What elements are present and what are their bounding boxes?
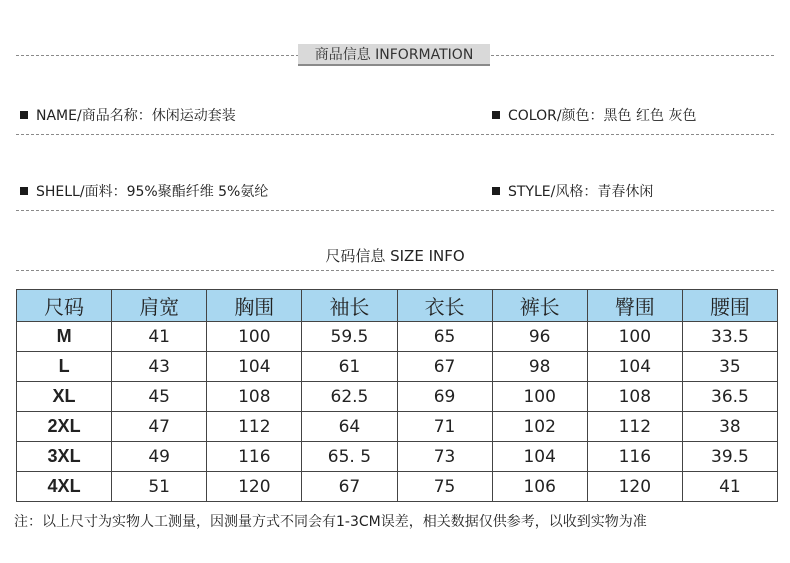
pants-length-cell: 106: [492, 472, 587, 502]
hip-cell: 112: [587, 412, 682, 442]
color-attribute: [492, 106, 696, 126]
bullet-square-icon: [20, 187, 28, 195]
pants-length-cell: 100: [492, 382, 587, 412]
style-attribute-text: STYLE/风格：青春休闲: [508, 184, 654, 200]
column-header-hip: 臀围: [587, 290, 682, 322]
top-length-cell: 67: [397, 352, 492, 382]
chest-cell: 112: [207, 412, 302, 442]
size-cell: XL: [17, 382, 112, 412]
hip-cell: 104: [587, 352, 682, 382]
column-header-size: 尺码: [17, 290, 112, 322]
shoulder-cell: 49: [112, 442, 207, 472]
column-header-chest: 胸围: [207, 290, 302, 322]
measurement-note: 注：以上尺寸为实物人工测量，因测量方式不同会有1-3CM误差，相关数据仅供参考，以收到实物为准: [14, 514, 647, 530]
table-row: [17, 412, 778, 442]
table-row: [17, 322, 778, 352]
attribute-divider-2: [16, 210, 774, 211]
sleeve-cell: 59.5: [302, 322, 397, 352]
top-length-cell: 69: [397, 382, 492, 412]
hip-cell: 108: [587, 382, 682, 412]
table-row: [17, 352, 778, 382]
size-cell: L: [17, 352, 112, 382]
waist-cell: 35: [682, 352, 777, 382]
shoulder-cell: 47: [112, 412, 207, 442]
size-table-header-row: [17, 290, 778, 322]
chest-cell: 120: [207, 472, 302, 502]
table-row: [17, 382, 778, 412]
chest-cell: 100: [207, 322, 302, 352]
sleeve-cell: 64: [302, 412, 397, 442]
table-row: [17, 442, 778, 472]
color-attribute-text: COLOR/颜色：黑色 红色 灰色: [508, 108, 697, 124]
style-attribute: [492, 182, 653, 202]
waist-cell: 36.5: [682, 382, 777, 412]
column-header-sleeve: 袖长: [302, 290, 397, 322]
sleeve-cell: 67: [302, 472, 397, 502]
waist-cell: 39.5: [682, 442, 777, 472]
size-info-title: 尺码信息 SIZE INFO: [325, 247, 465, 265]
top-length-cell: 71: [397, 412, 492, 442]
bullet-square-icon: [492, 187, 500, 195]
waist-cell: 41: [682, 472, 777, 502]
size-cell: 4XL: [17, 472, 112, 502]
hip-cell: 120: [587, 472, 682, 502]
column-header-pants-length: 裤长: [492, 290, 587, 322]
size-table: [16, 289, 778, 502]
waist-cell: 38: [682, 412, 777, 442]
pants-length-cell: 98: [492, 352, 587, 382]
chest-cell: 108: [207, 382, 302, 412]
name-attribute: [20, 106, 236, 126]
pants-length-cell: 104: [492, 442, 587, 472]
waist-cell: 33.5: [682, 322, 777, 352]
size-divider: [16, 270, 774, 271]
size-cell: M: [17, 322, 112, 352]
top-length-cell: 75: [397, 472, 492, 502]
shoulder-cell: 45: [112, 382, 207, 412]
chest-cell: 104: [207, 352, 302, 382]
information-header: 商品信息 INFORMATION: [298, 44, 490, 66]
sleeve-cell: 61: [302, 352, 397, 382]
name-attribute-text: NAME/商品名称：休闲运动套装: [36, 108, 236, 124]
size-cell: 3XL: [17, 442, 112, 472]
attribute-divider-1: [16, 134, 774, 135]
top-length-cell: 65: [397, 322, 492, 352]
column-header-shoulder: 肩宽: [112, 290, 207, 322]
pants-length-cell: 102: [492, 412, 587, 442]
hip-cell: 116: [587, 442, 682, 472]
column-header-top-length: 衣长: [397, 290, 492, 322]
shoulder-cell: 41: [112, 322, 207, 352]
sleeve-cell: 65. 5: [302, 442, 397, 472]
bullet-square-icon: [492, 111, 500, 119]
shoulder-cell: 51: [112, 472, 207, 502]
top-length-cell: 73: [397, 442, 492, 472]
shell-attribute-text: SHELL/面料：95%聚酯纤维 5%氨纶: [36, 184, 269, 200]
shoulder-cell: 43: [112, 352, 207, 382]
pants-length-cell: 96: [492, 322, 587, 352]
table-row: [17, 472, 778, 502]
bullet-square-icon: [20, 111, 28, 119]
hip-cell: 100: [587, 322, 682, 352]
column-header-waist: 腰围: [682, 290, 777, 322]
shell-attribute: [20, 182, 268, 202]
chest-cell: 116: [207, 442, 302, 472]
sleeve-cell: 62.5: [302, 382, 397, 412]
size-cell: 2XL: [17, 412, 112, 442]
